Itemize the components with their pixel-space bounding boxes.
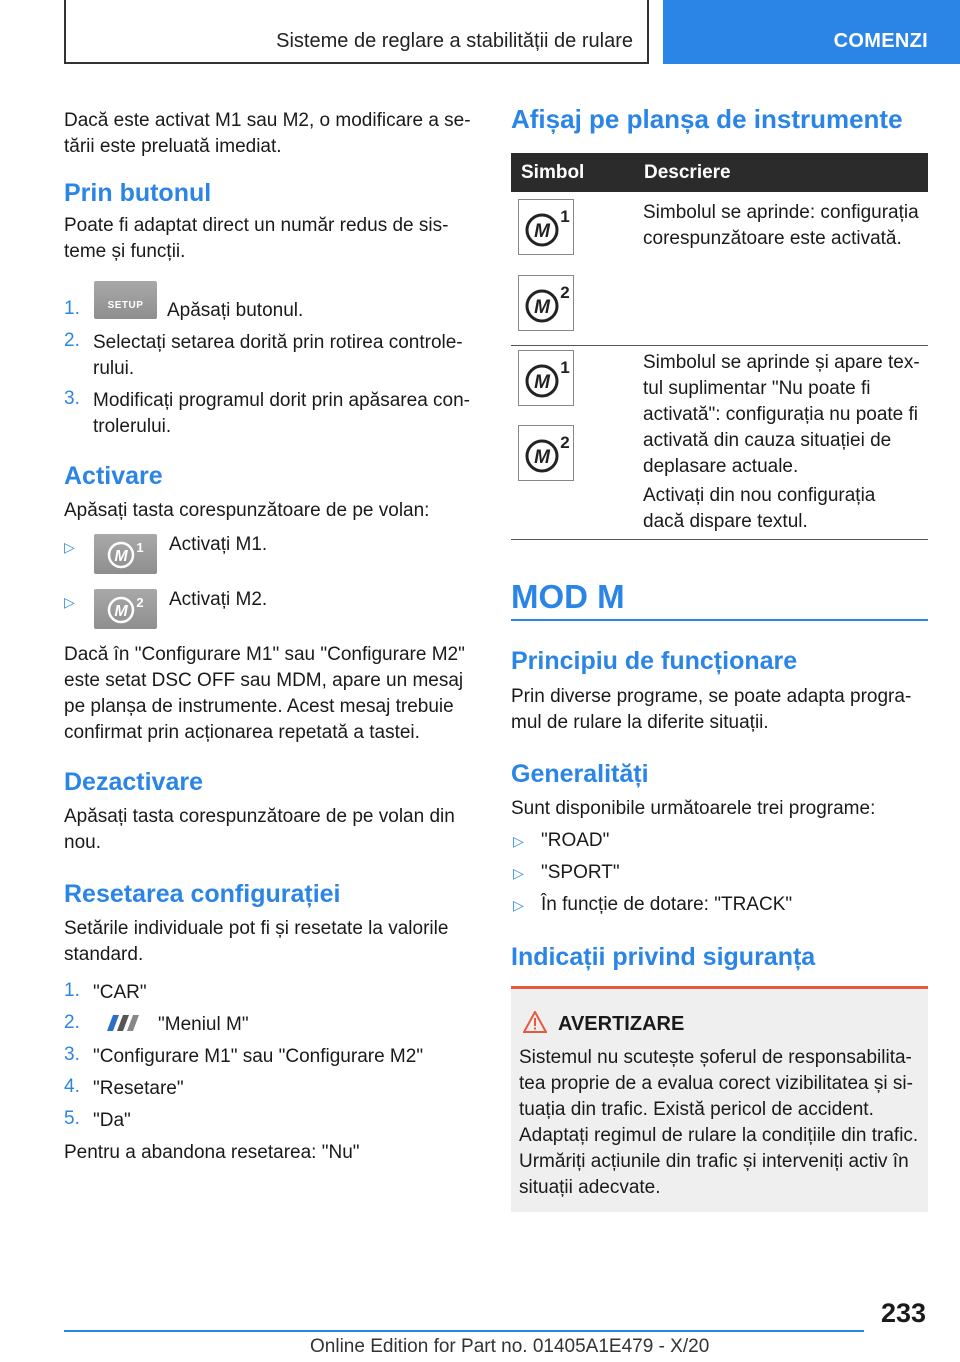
bullet-triangle-icon: ▷ xyxy=(513,865,524,881)
svg-text:M: M xyxy=(534,372,550,393)
program-item: "ROAD" xyxy=(541,830,610,851)
header-chapter-label: COMENZI xyxy=(833,30,928,52)
reset-step-text: "Configurare M1" sau "Configurare M2" xyxy=(93,1046,424,1067)
display-heading: Afișaj pe planșa de instrumente xyxy=(511,104,903,134)
step-text: Apăsați butonul. xyxy=(167,300,304,321)
table-bottom-line xyxy=(511,539,928,540)
m1-indicator-icon xyxy=(519,200,573,254)
header-section-box xyxy=(64,0,649,64)
step-text xyxy=(93,330,463,382)
table-cell-line: deplasare actuale. xyxy=(643,456,799,477)
intro-line: tării este preluată imediat. xyxy=(64,136,282,157)
m2-indicator-symbol xyxy=(518,425,574,481)
svg-text:1: 1 xyxy=(560,207,570,226)
program-item: În funcție de dotare: "TRACK" xyxy=(541,894,793,915)
step-line: trolerului. xyxy=(93,416,172,437)
reset-line: standard. xyxy=(64,944,144,965)
mod-m-rule xyxy=(511,619,928,621)
deactivate-paragraph xyxy=(64,804,455,856)
warning-box xyxy=(511,986,928,1212)
m1-indicator-symbol xyxy=(518,199,574,255)
activate-note-line: confirmat prin acționarea repetată a tastei. xyxy=(64,722,420,743)
reset-step-number: 4. xyxy=(64,1076,80,1097)
table-row2-extra xyxy=(643,483,875,535)
svg-text:M: M xyxy=(534,297,550,318)
svg-text:1: 1 xyxy=(136,540,144,555)
table-cell-line: Simbolul se aprinde: configurația xyxy=(643,202,919,223)
reset-heading: Resetarea configurației xyxy=(64,880,341,908)
program-item: "SPORT" xyxy=(541,862,620,883)
svg-text:2: 2 xyxy=(560,283,570,302)
step-number: 3. xyxy=(64,388,80,409)
reset-step-text: "Da" xyxy=(93,1110,131,1131)
m2-indicator-icon xyxy=(519,426,573,480)
warning-line: Adaptați regimul de rulare la condițiile din trafic. xyxy=(519,1125,919,1146)
table-cell-line: Activați din nou configurația xyxy=(643,485,876,506)
step-text xyxy=(93,388,470,440)
header-chapter-tab[interactable] xyxy=(663,0,960,64)
reset-step-text: "Meniul M" xyxy=(158,1014,249,1035)
table-cell-line: Simbolul se aprinde și apare tex- xyxy=(643,352,920,373)
reset-line: Setările individuale pot fi și resetate la valorile xyxy=(64,918,449,939)
principle-line: Prin diverse programe, se poate adapta progra- xyxy=(511,686,912,707)
warning-line: tea proprie de a evalua corect vizibilitatea și si- xyxy=(519,1073,913,1094)
table-row2-description xyxy=(643,350,920,480)
bullet-triangle-icon: ▷ xyxy=(513,833,524,849)
table-cell-line: dacă dispare textul. xyxy=(643,511,808,532)
principle-line: mul de rulare la diferite situații. xyxy=(511,712,769,733)
bullet-triangle-icon: ▷ xyxy=(513,897,524,913)
m2-indicator-symbol xyxy=(518,275,574,331)
m2-key-icon xyxy=(106,593,148,625)
table-row-divider xyxy=(511,345,928,346)
warning-line: Sistemul nu scutește șoferul de responsabilita- xyxy=(519,1047,912,1068)
warning-title: AVERTIZARE xyxy=(558,1013,685,1035)
step-line: Modificați programul dorit prin apăsarea con- xyxy=(93,390,471,411)
activate-note-line: Dacă în "Configurare M1" sau "Configurare M2" xyxy=(64,644,465,665)
activate-note xyxy=(64,642,465,746)
table-cell-line: corespunzătoare este activată. xyxy=(643,228,902,249)
step-number: 1. xyxy=(64,298,80,319)
reset-step-text: "Resetare" xyxy=(93,1078,184,1099)
page-number: 233 xyxy=(880,1298,926,1328)
svg-text:M: M xyxy=(114,603,128,620)
m2-key-image xyxy=(94,589,157,629)
activate-note-line: este setat DSC OFF sau MDM, apare un mesaj xyxy=(64,670,464,691)
cancel-reset-text: Pentru a abandona resetarea: "Nu" xyxy=(64,1142,360,1163)
mod-m-heading: MOD M xyxy=(511,578,625,615)
setup-key-image xyxy=(94,281,157,319)
table-col-symbol: Simbol xyxy=(521,162,585,183)
activate-heading: Activare xyxy=(64,462,163,490)
safety-heading: Indicații privind siguranța xyxy=(511,943,816,971)
via-button-paragraph xyxy=(64,213,448,265)
step-line: rului. xyxy=(93,358,135,379)
intro-paragraph xyxy=(64,108,471,160)
svg-text:2: 2 xyxy=(136,595,144,610)
activate-text: Apăsați tasta corespunzătoare de pe volan: xyxy=(64,500,430,521)
footer-rule xyxy=(64,1330,864,1332)
warning-line: tuația din trafic. Există pericol de accident. xyxy=(519,1099,874,1120)
activate-item: Activați M2. xyxy=(169,589,268,610)
m1-key-image xyxy=(94,534,157,574)
m2-indicator-icon xyxy=(519,276,573,330)
svg-text:2: 2 xyxy=(560,433,570,452)
m1-indicator-symbol xyxy=(518,350,574,406)
reset-paragraph xyxy=(64,916,448,968)
reset-step-number: 5. xyxy=(64,1108,80,1129)
via-button-line: Poate fi adaptat direct un număr redus de sis- xyxy=(64,215,449,236)
table-cell-line: tul suplimentar "Nu poate fi xyxy=(643,378,871,399)
intro-line: Dacă este activat M1 sau M2, o modificare a se- xyxy=(64,110,471,131)
header-section-title: Sisteme de reglare a stabilității de rulare xyxy=(276,30,633,52)
table-cell-line: activată din cauza situației de xyxy=(643,430,892,451)
reset-step-number: 3. xyxy=(64,1044,80,1065)
reset-step-number: 1. xyxy=(64,980,80,1001)
table-header xyxy=(511,153,928,192)
footer-edition: Online Edition for Part no. 01405A1E479 - X/20 xyxy=(310,1336,710,1357)
bullet-triangle-icon: ▷ xyxy=(64,594,75,610)
deactivate-line: Apăsați tasta corespunzătoare de pe volan din xyxy=(64,806,455,827)
svg-text:M: M xyxy=(114,548,128,565)
warning-line: Urmăriți acțiunile din trafic și interveniți activ în xyxy=(519,1151,909,1172)
svg-text:1: 1 xyxy=(560,358,570,377)
m1-indicator-icon xyxy=(519,351,573,405)
deactivate-line: nou. xyxy=(64,832,101,853)
svg-text:M: M xyxy=(534,221,550,242)
principle-heading: Principiu de funcționare xyxy=(511,647,798,675)
svg-text:M: M xyxy=(534,447,550,468)
warning-text xyxy=(519,1045,918,1201)
principle-paragraph xyxy=(511,684,911,736)
general-heading: Generalități xyxy=(511,760,649,788)
warning-triangle-icon xyxy=(523,1011,547,1033)
reset-step-number: 2. xyxy=(64,1012,80,1033)
activate-item: Activați M1. xyxy=(169,534,268,555)
bullet-triangle-icon: ▷ xyxy=(64,539,75,555)
setup-key-label: SETUP xyxy=(107,300,144,311)
table-col-description: Descriere xyxy=(644,162,731,183)
table-cell-line: activată": configurația nu poate fi xyxy=(643,404,919,425)
reset-step-text: "CAR" xyxy=(93,982,147,1003)
general-text: Sunt disponibile următoarele trei programe: xyxy=(511,798,876,819)
activate-note-line: pe planșa de instrumente. Acest mesaj trebuie xyxy=(64,696,454,717)
via-button-heading: Prin butonul xyxy=(64,179,212,207)
via-button-line: teme și funcții. xyxy=(64,241,186,262)
warning-line: situații adecvate. xyxy=(519,1177,661,1198)
m1-key-icon xyxy=(106,538,148,570)
deactivate-heading: Dezactivare xyxy=(64,768,203,796)
m-menu-stripes-icon xyxy=(99,1013,151,1033)
step-line: Selectați setarea dorită prin rotirea controle- xyxy=(93,332,463,353)
step-number: 2. xyxy=(64,330,80,351)
table-row1-description xyxy=(643,200,919,252)
